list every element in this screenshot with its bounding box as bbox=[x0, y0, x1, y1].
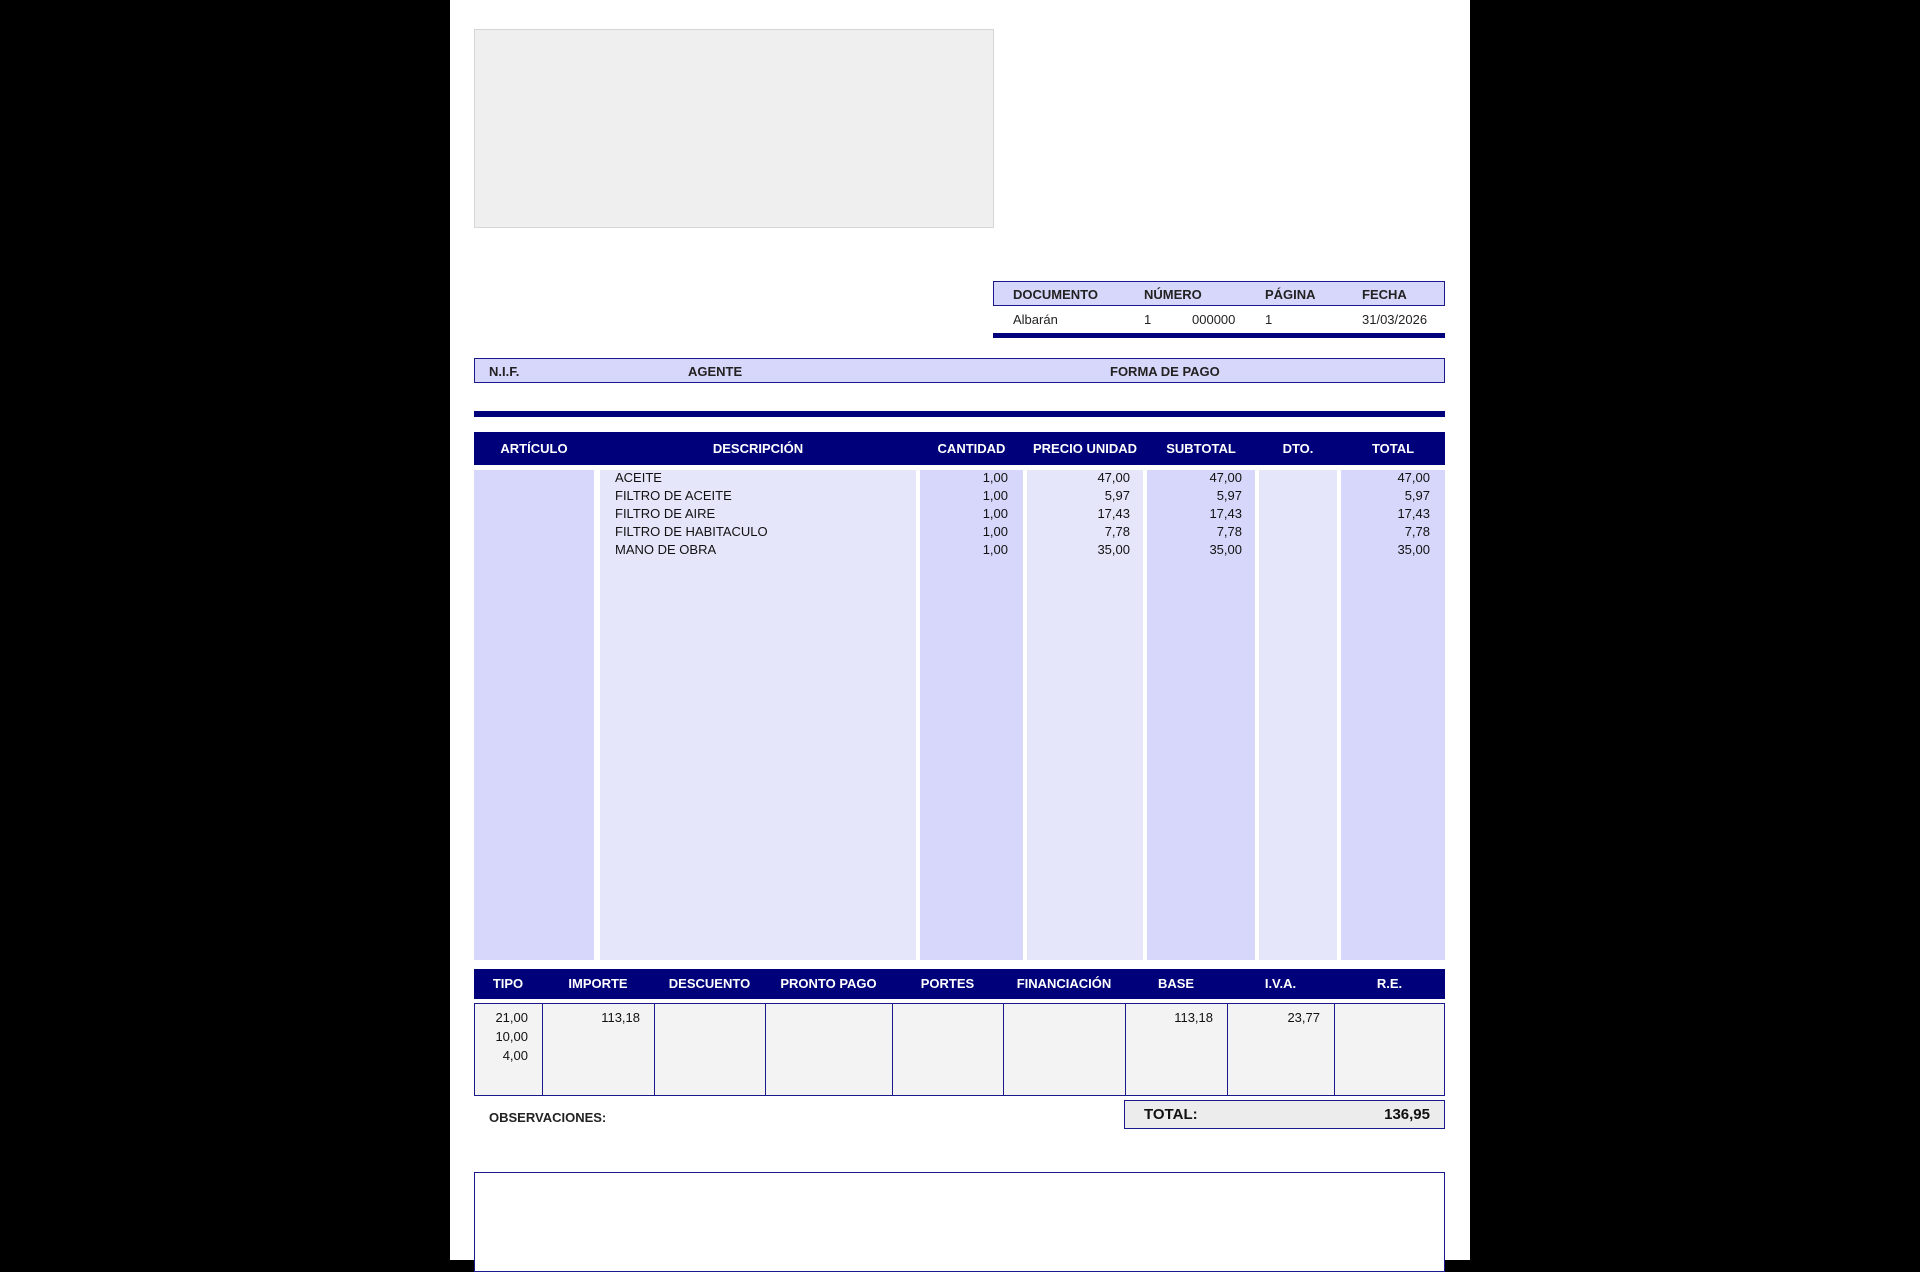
line-cantidad: 1,00 bbox=[982, 524, 1008, 539]
line-subtotal: 47,00 bbox=[1209, 470, 1242, 485]
nif-label: N.I.F. bbox=[489, 364, 520, 379]
line-subtotal: 35,00 bbox=[1209, 542, 1242, 557]
lines-body bbox=[450, 469, 1470, 569]
document-header bbox=[993, 281, 1445, 306]
documento-label: DOCUMENTO bbox=[1013, 287, 1098, 302]
line-subtotal: 7,78 bbox=[1216, 524, 1242, 539]
col-header-cantidad: CANTIDAD bbox=[937, 441, 1006, 456]
documento-value: Albarán bbox=[1013, 312, 1058, 327]
line-total: 5,97 bbox=[1404, 488, 1430, 503]
invoice-page bbox=[450, 0, 1470, 1260]
line-descripcion: ACEITE bbox=[615, 470, 662, 485]
tax-header-base: BASE bbox=[1157, 976, 1195, 991]
document-values bbox=[993, 306, 1445, 332]
col-header-total: TOTAL bbox=[1371, 441, 1415, 456]
numero-label: NÚMERO bbox=[1144, 287, 1202, 302]
line-precio: 35,00 bbox=[1097, 542, 1130, 557]
agente-label: AGENTE bbox=[688, 364, 743, 379]
tax-table-body bbox=[474, 1003, 1445, 1096]
tax-base: 113,18 bbox=[1174, 1010, 1213, 1025]
tax-table-header bbox=[474, 969, 1445, 999]
tax-divider bbox=[892, 1004, 893, 1095]
total-box bbox=[1124, 1100, 1445, 1129]
tax-header-importe: IMPORTE bbox=[568, 976, 628, 991]
col-header-subtotal: SUBTOTAL bbox=[1166, 441, 1236, 456]
tax-divider bbox=[1003, 1004, 1004, 1095]
line-precio: 7,78 bbox=[1104, 524, 1130, 539]
col-header-dto: DTO. bbox=[1282, 441, 1314, 456]
client-bar bbox=[474, 358, 1445, 383]
line-descripcion: FILTRO DE ACEITE bbox=[615, 488, 732, 503]
tax-header-pronto-pago: PRONTO PAGO bbox=[780, 976, 877, 991]
table-row bbox=[450, 541, 1470, 559]
table-row bbox=[450, 505, 1470, 523]
col-header-precio-unidad: PRECIO UNIDAD bbox=[1032, 441, 1137, 456]
line-total: 7,78 bbox=[1404, 524, 1430, 539]
line-subtotal: 17,43 bbox=[1209, 506, 1242, 521]
total-label: TOTAL: bbox=[1144, 1106, 1198, 1123]
observaciones-label: OBSERVACIONES: bbox=[489, 1110, 607, 1125]
lines-table-header bbox=[474, 432, 1445, 465]
line-cantidad: 1,00 bbox=[982, 470, 1008, 485]
tax-header-tipo: TIPO bbox=[492, 976, 524, 991]
line-subtotal: 5,97 bbox=[1216, 488, 1242, 503]
line-precio: 47,00 bbox=[1097, 470, 1130, 485]
table-row bbox=[450, 469, 1470, 487]
line-descripcion: FILTRO DE AIRE bbox=[615, 506, 716, 521]
col-header-articulo: ARTÍCULO bbox=[500, 441, 568, 456]
line-total: 47,00 bbox=[1397, 470, 1430, 485]
line-cantidad: 1,00 bbox=[982, 506, 1008, 521]
tax-header-financiacion: FINANCIACIÓN bbox=[1016, 976, 1112, 991]
tax-header-descuento: DESCUENTO bbox=[668, 976, 751, 991]
table-row bbox=[450, 523, 1470, 541]
observaciones-field[interactable] bbox=[474, 1172, 1445, 1272]
client-rule bbox=[474, 411, 1445, 417]
tax-header-portes: PORTES bbox=[920, 976, 975, 991]
col-header-descripcion: DESCRIPCIÓN bbox=[712, 441, 804, 456]
tax-iva: 23,77 bbox=[1287, 1010, 1320, 1025]
tax-importe: 113,18 bbox=[601, 1010, 640, 1025]
numero-value: 000000 bbox=[1192, 312, 1236, 327]
tax-divider bbox=[765, 1004, 766, 1095]
line-precio: 17,43 bbox=[1097, 506, 1130, 521]
tax-tipo: 21,00 bbox=[495, 1010, 528, 1025]
tax-tipo: 4,00 bbox=[502, 1048, 528, 1063]
line-descripcion: MANO DE OBRA bbox=[615, 542, 717, 557]
tax-tipo: 10,00 bbox=[495, 1029, 528, 1044]
fecha-value: 31/03/2026 bbox=[1362, 312, 1428, 327]
table-row bbox=[450, 487, 1470, 505]
pagina-label: PÁGINA bbox=[1265, 287, 1316, 302]
line-descripcion: FILTRO DE HABITACULO bbox=[615, 524, 768, 539]
tax-divider bbox=[1334, 1004, 1335, 1095]
tax-header-iva: I.V.A. bbox=[1264, 976, 1297, 991]
forma-pago-label: FORMA DE PAGO bbox=[1110, 364, 1220, 379]
total-value: 136,95 bbox=[1384, 1106, 1430, 1123]
tax-divider bbox=[654, 1004, 655, 1095]
line-precio: 5,97 bbox=[1104, 488, 1130, 503]
pagina-value: 1 bbox=[1265, 312, 1273, 327]
logo-placeholder bbox=[474, 29, 994, 228]
line-cantidad: 1,00 bbox=[982, 542, 1008, 557]
tax-header-re: R.E. bbox=[1376, 976, 1403, 991]
header-rule bbox=[993, 333, 1445, 338]
line-cantidad: 1,00 bbox=[982, 488, 1008, 503]
numero-serie-value: 1 bbox=[1144, 312, 1152, 327]
fecha-label: FECHA bbox=[1362, 287, 1407, 302]
line-total: 17,43 bbox=[1397, 506, 1430, 521]
line-total: 35,00 bbox=[1397, 542, 1430, 557]
